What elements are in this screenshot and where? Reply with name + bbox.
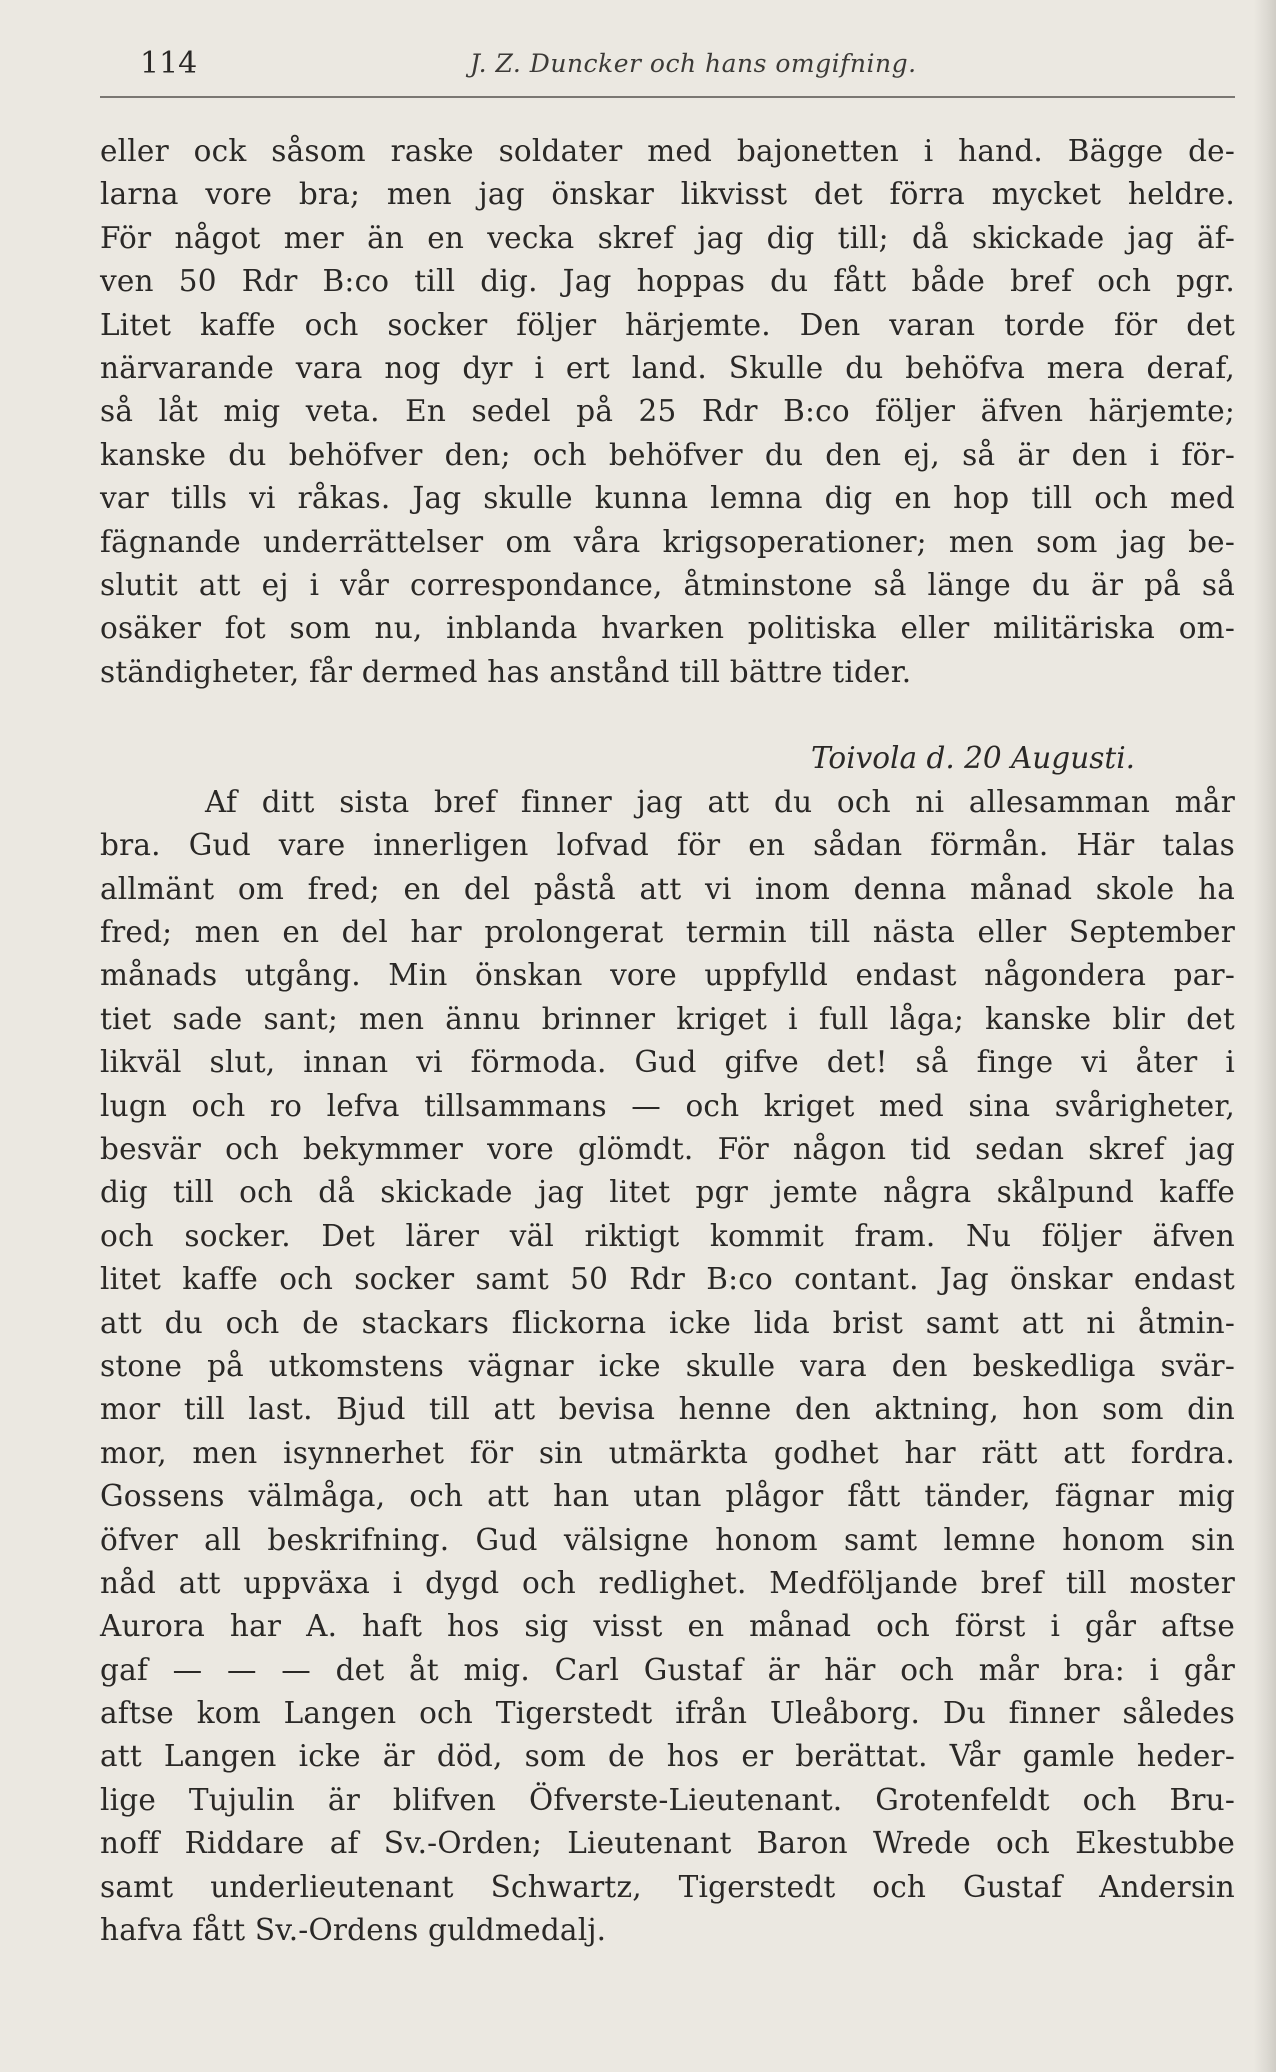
text-line: larna vore bra; men jag önskar likvisst det förra mycket heldre. (100, 177, 1235, 212)
paragraph-1 (100, 130, 1235, 694)
text-line: och socker. Det lärer väl riktigt kommit fram. Nu följer äfven (100, 1218, 1235, 1253)
text-line: dig till och då skickade jag litet pgr jemte några skålpund kaffe (100, 1175, 1235, 1210)
text-line: lugn och ro lefva tillsammans — och kriget med sina svårigheter, (100, 1088, 1235, 1123)
text-line: öfver all beskrifning. Gud välsigne honom samt lemne honom sin (100, 1522, 1235, 1557)
text-line: fägnande underrättelser om våra krigsoperationer; men som jag be- (100, 524, 1235, 559)
text-line: Gossens välmåga, och att han utan plågor fått tänder, fägnar mig (100, 1479, 1235, 1514)
header-rule (100, 96, 1235, 98)
text-line: kanske du behöfver den; och behöfver du den ej, så är den i för- (100, 437, 1235, 472)
text-line: allmänt om fred; en del påstå att vi inom denna månad skole ha (100, 871, 1235, 906)
running-head (140, 44, 1220, 84)
text-line: att Langen icke är död, som de hos er berättat. Vår gamle heder- (100, 1739, 1235, 1774)
text-line: ven 50 Rdr B:co till dig. Jag hoppas du fått både bref och pgr. (100, 264, 1235, 299)
text-line: Aurora har A. haft hos sig visst en månad och först i går aftse (100, 1609, 1235, 1644)
text-line: stone på utkomstens vägnar icke skulle vara den beskedliga svär- (100, 1348, 1235, 1383)
text-line: För något mer än en vecka skref jag dig till; då skickade jag äf- (100, 220, 1235, 255)
text-line: att du och de stackars flickorna icke lida brist samt att ni åtmin- (100, 1305, 1235, 1340)
text-line: likväl slut, innan vi förmoda. Gud gifve det! så finge vi åter i (100, 1045, 1235, 1080)
text-line: samt underlieutenant Schwartz, Tigerstedt och Gustaf Andersin (100, 1869, 1235, 1904)
text-line: månads utgång. Min önskan vore uppfylld endast någondera par- (100, 958, 1235, 993)
text-line: besvär och bekymmer vore glömdt. För någon tid sedan skref jag (100, 1131, 1235, 1166)
text-line: bra. Gud vare innerligen lofvad för en sådan förmån. Här talas (100, 828, 1235, 863)
section-gap (100, 694, 1235, 737)
text-line: fred; men en del har prolongerat termin till nästa eller September (100, 915, 1235, 950)
paragraph-2 (100, 781, 1235, 1953)
text-line: mor, men isynnerhet för sin utmärkta godhet har rätt att fordra. (100, 1435, 1235, 1470)
dateline: Toivola d. 20 Augusti. (811, 741, 1135, 776)
body-text (100, 130, 1235, 1952)
dateline-row (100, 737, 1235, 780)
text-line: lige Tujulin är blifven Öfverste-Lieutenant. Grotenfeldt och Bru- (100, 1782, 1235, 1817)
text-line: så låt mig veta. En sedel på 25 Rdr B:co följer äfven härjemte; (100, 394, 1235, 429)
text-line: Litet kaffe och socker följer härjemte. Den varan torde för det (100, 307, 1235, 342)
text-line: tiet sade sant; men ännu brinner kriget i full låga; kanske blir det (100, 1001, 1235, 1036)
text-line: mor till last. Bjud till att bevisa henne den aktning, hon som din (100, 1392, 1235, 1427)
page-number: 114 (140, 46, 198, 81)
text-line: litet kaffe och socker samt 50 Rdr B:co contant. Jag önskar endast (100, 1262, 1235, 1297)
text-line: gaf — — — det åt mig. Carl Gustaf är här och mår bra: i går (100, 1652, 1235, 1687)
text-line: närvarande vara nog dyr i ert land. Skulle du behöfva mera deraf, (100, 350, 1235, 385)
text-line: eller ock såsom raske soldater med bajonetten i hand. Bägge de- (100, 134, 1235, 168)
text-line: ständigheter, får dermed has anstånd till bättre tider. (100, 654, 912, 689)
page-edge-shadow (1254, 0, 1276, 2072)
text-line: hafva fått Sv.-Ordens guldmedalj. (100, 1913, 607, 1948)
running-title: J. Z. Duncker och hans omgifning. (470, 49, 917, 78)
text-line: nåd att uppväxa i dygd och redlighet. Medföljande bref till moster (100, 1565, 1235, 1600)
text-line: var tills vi råkas. Jag skulle kunna lemna dig en hop till och med (100, 481, 1235, 516)
text-line: noff Riddare af Sv.-Orden; Lieutenant Baron Wrede och Ekestubbe (100, 1826, 1235, 1861)
text-line: osäker fot som nu, inblanda hvarken politiska eller militäriska om- (100, 611, 1235, 646)
text-line: aftse kom Langen och Tigerstedt ifrån Uleåborg. Du finner således (100, 1696, 1235, 1731)
text-line: slutit att ej i vår correspondance, åtminstone så länge du är på så (100, 567, 1235, 602)
text-line: Af ditt sista bref finner jag att du och ni allesamman mår (205, 784, 1235, 819)
